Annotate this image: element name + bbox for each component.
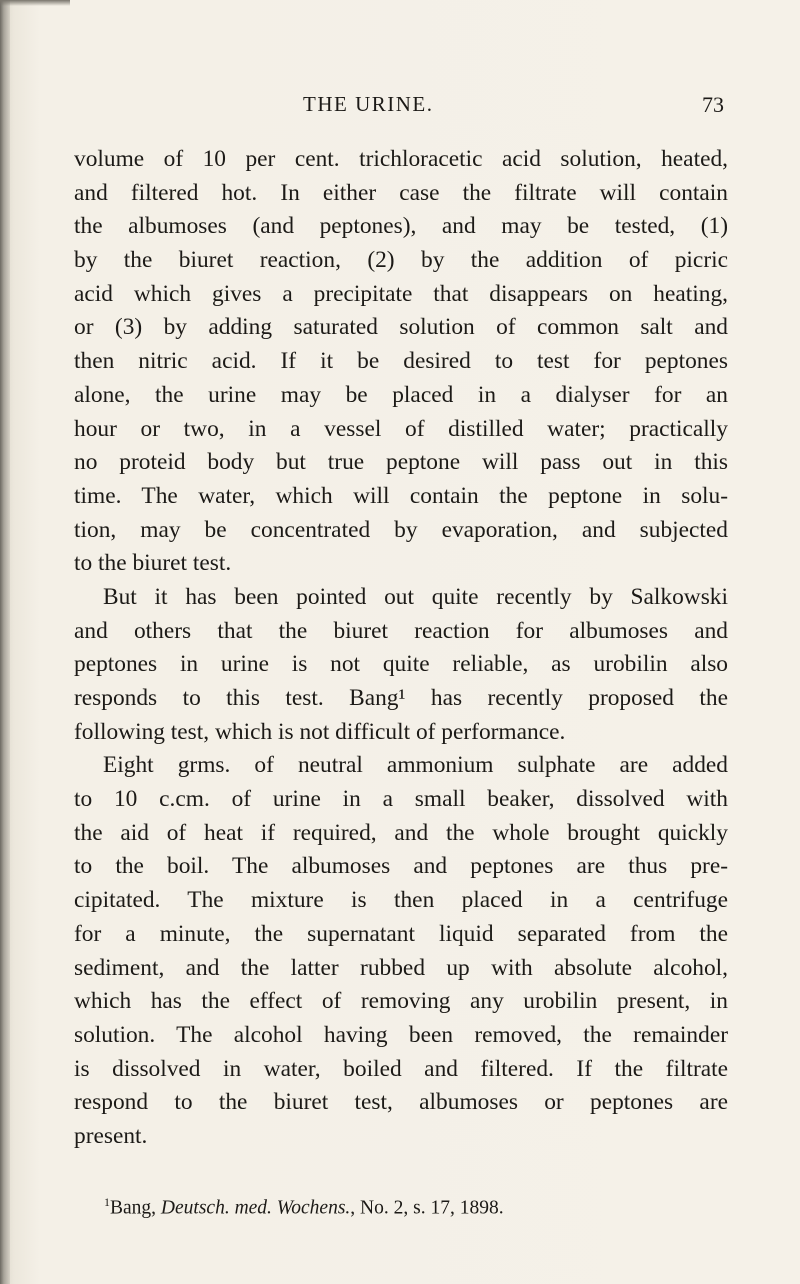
text-line: solution. The alcohol having been removed, the remainder [74, 1021, 728, 1048]
text-line: sediment, and the latter rubbed up with absolute alcohol, [74, 954, 728, 981]
text-line: present. [74, 1122, 148, 1149]
text-line: alone, the urine may be placed in a dialyser for an [74, 381, 728, 408]
binding-shadow [0, 0, 70, 6]
text-line: for a minute, the supernatant liquid separated from the [74, 920, 728, 947]
text-line: the aid of heat if required, and the whole brought quickly [74, 819, 728, 846]
footnote-author: Bang, [110, 1197, 161, 1219]
text-line: volume of 10 per cent. trichloracetic acid solution, heated, [74, 146, 728, 172]
text-line: acid which gives a precipitate that disappears on heating, [74, 280, 728, 307]
text-line: which has the effect of removing any urobilin present, in [74, 988, 728, 1015]
running-title: THE URINE. [303, 92, 434, 116]
text-line: cipitated. The mixture is then placed in a centrifuge [74, 887, 728, 914]
binding-edge [0, 0, 10, 1284]
text-line: and filtered hot. In either case the filtrate will contain [74, 179, 728, 206]
text-line: But it has been pointed out quite recently by Salkowski [103, 583, 728, 610]
text-line: to the biuret test. [74, 550, 232, 577]
body-text [74, 143, 728, 1154]
text-line: by the biuret reaction, (2) by the addition of picric [74, 247, 728, 274]
text-line: following test, which is not difficult of performance. [74, 718, 566, 745]
text-line: to 10 c.cm. of urine in a small beaker, dissolved with [74, 786, 728, 813]
footnote-details: , No. 2, s. 17, 1898. [350, 1197, 504, 1219]
text-line: is dissolved in water, boiled and filtered. If the filtrate [74, 1055, 728, 1082]
text-line: responds to this test. Bang¹ has recently proposed the [74, 685, 728, 711]
page-number: 73 [702, 92, 724, 117]
text-line: respond to the biuret test, albumoses or peptones are [74, 1089, 728, 1116]
footnote-journal: Deutsch. med. Wochens. [160, 1197, 351, 1219]
text-line: time. The water, which will contain the peptone in solu- [74, 482, 728, 509]
text-line: and others that the biuret reaction for albumoses and [74, 617, 728, 644]
text-line: peptones in urine is not quite reliable, as urobilin also [74, 651, 728, 678]
running-head [0, 92, 800, 122]
text-line: the albumoses (and peptones), and may be tested, (1) [74, 213, 728, 240]
text-line: no proteid body but true peptone will pass out in this [74, 449, 728, 476]
text-line: then nitric acid. If it be desired to test for peptones [74, 348, 728, 375]
footnote [104, 1195, 504, 1220]
text-line: Eight grms. of neutral ammonium sulphate are added [103, 752, 728, 779]
text-line: or (3) by adding saturated solution of common salt and [74, 314, 728, 341]
text-line: to the boil. The albumoses and peptones are thus pre- [74, 853, 728, 880]
footnote-marker: 1 [104, 1195, 110, 1209]
text-line: hour or two, in a vessel of distilled water; practically [74, 415, 728, 442]
text-line: tion, may be concentrated by evaporation, and subjected [74, 516, 728, 543]
